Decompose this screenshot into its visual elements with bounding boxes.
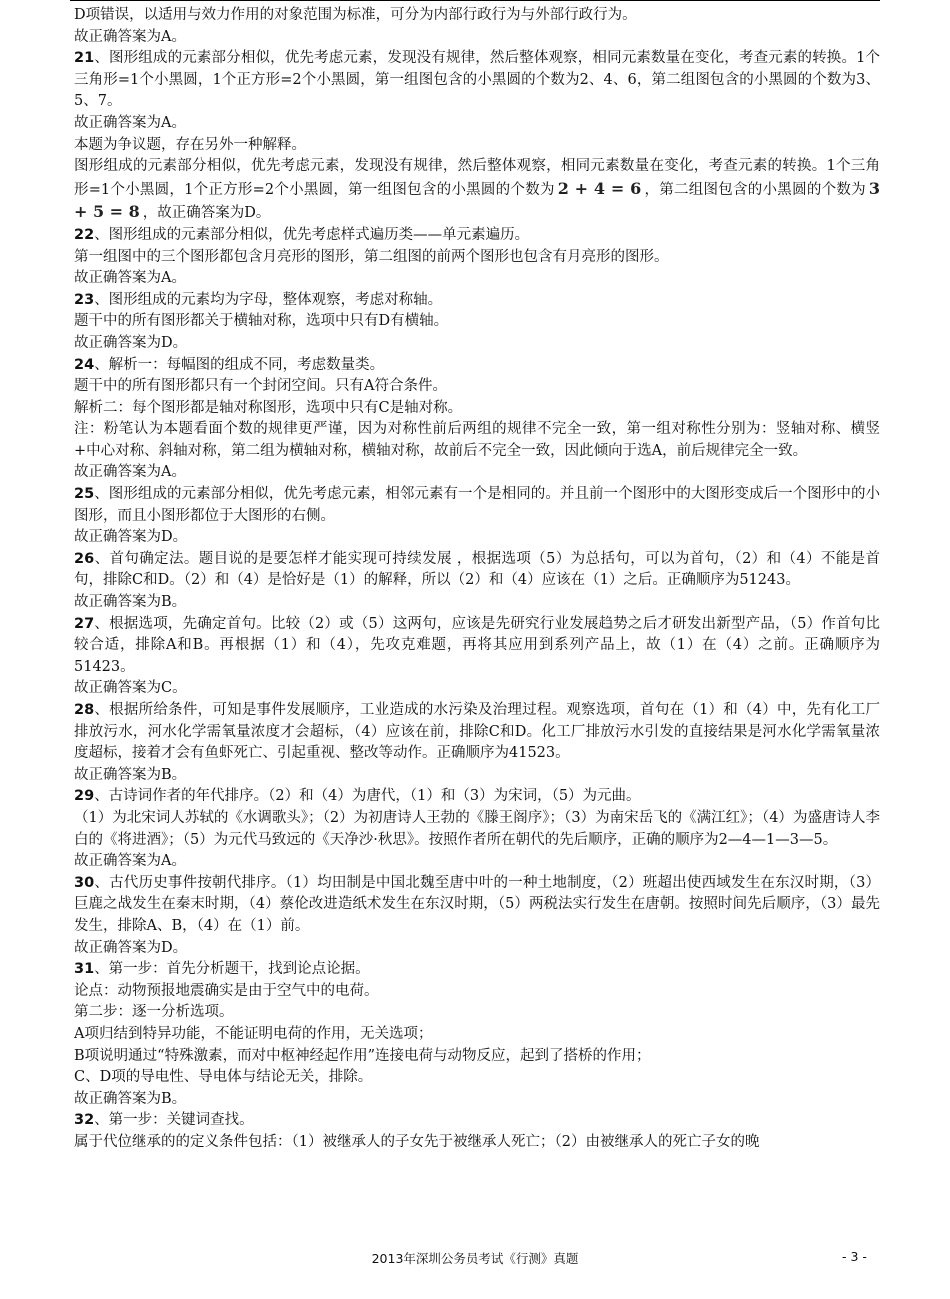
question-paragraph (74, 549, 880, 592)
paragraph-text: 图形组成的元素部分相似，优先考虑元素，发现没有规律，然后整体观察，相同元素数量在变化，考查元素的转换。1个三角形=1个小黑圆，1个正方形=2个小黑圆，第一组图包含的小黑圆的个数为 (74, 158, 880, 198)
math-expression: 3 + 5 = 8 (74, 178, 880, 222)
question-number: 28 (74, 702, 95, 718)
text-paragraph (74, 592, 880, 614)
text-paragraph (74, 1132, 880, 1154)
paragraph-text: 、古诗词作者的年代排序。（2）和（4）为唐代，（1）和（3）为宋词，（5）为元曲。 (94, 788, 641, 805)
question-number: 24 (74, 356, 95, 373)
text-paragraph (74, 1067, 880, 1089)
paragraph-text: 、根据选项，先确定首句。比较（2）或（5）这两句，应该是先研究行业发展趋势之后才研发出新型产品，（5）作首句比较合适，排除A和B。再根据（1）和（4），先攻克难题，再将其应用到系列产品上，故（1）在（4）之前。正确顺序为51423。 (74, 615, 880, 675)
text-paragraph (74, 1046, 880, 1068)
text-paragraph (74, 27, 880, 49)
text-paragraph (74, 156, 880, 225)
text-paragraph (74, 376, 880, 398)
paragraph-text: 题干中的所有图形都只有一个封闭空间。只有A符合条件。 (74, 378, 447, 395)
paragraph-text: 第二步：逐一分析选项。 (74, 1004, 234, 1021)
paragraph-text: 故正确答案为D。 (74, 334, 188, 351)
text-paragraph (74, 311, 880, 333)
text-paragraph (74, 419, 880, 462)
question-number: 31 (74, 961, 95, 978)
math-expression: 2 + 4 = 6 (557, 178, 642, 198)
question-number: 21 (74, 50, 95, 67)
text-paragraph (74, 268, 880, 290)
paragraph-text: 故正确答案为D。 (74, 939, 188, 956)
question-number: 27 (74, 615, 95, 632)
footer-page-number: - 3 - (842, 1249, 867, 1264)
question-number: 22 (74, 226, 95, 243)
paragraph-text: 本题为争议题，存在另外一种解释。 (74, 136, 306, 153)
paragraph-text: （1）为北宋词人苏轼的《水调歌头》；（2）为初唐诗人王勃的《滕王阁序》；（3）为南宋岳飞的《满江红》；（4）为盛唐诗人李白的《将进酒》；（5）为元代马致远的《天净沙·秋思》。按照作者所在朝代的先后顺序，正确的顺序为2—4—1—3—5。 (74, 809, 880, 848)
paragraph-text: 故正确答案为D。 (74, 529, 188, 546)
question-paragraph (74, 355, 880, 377)
paragraph-text: 题干中的所有图形都关于横轴对称，选项中只有D有横轴。 (74, 313, 449, 330)
text-paragraph (74, 247, 880, 269)
paragraph-text: 解析二：每个图形都是轴对称图形，选项中只有C是轴对称。 (74, 399, 463, 416)
question-paragraph (74, 786, 880, 808)
paragraph-text: 、图形组成的元素部分相似，优先考虑样式遍历类——单元素遍历。 (94, 226, 530, 243)
paragraph-text: 、图形组成的元素均为字母，整体观察，考虑对称轴。 (94, 291, 443, 308)
question-number: 32 (74, 1112, 95, 1129)
question-paragraph (74, 290, 880, 312)
paragraph-text: 故正确答案为A。 (74, 464, 186, 481)
paragraph-text: 、第一步：首先分析题干，找到论点论据。 (94, 961, 370, 978)
question-paragraph (74, 484, 880, 527)
paragraph-text: 、图形组成的元素部分相似，优先考虑元素，发现没有规律，然后整体观察，相同元素数量在变化，考查元素的转换。1个三角形=1个小黑圆，1个正方形=2个小黑圆，第一组图包含的小黑圆的个数为2、4、6，第二组图包含的小黑圆的个数为3、5、7。 (74, 50, 880, 110)
question-paragraph (74, 48, 880, 113)
text-paragraph (74, 135, 880, 157)
paragraph-text: B项说明通过“特殊激素，而对中枢神经起作用”连接电荷与动物反应，起到了搭桥的作用； (74, 1047, 651, 1064)
paragraph-text: 故正确答案为B。 (74, 594, 187, 611)
text-paragraph (74, 398, 880, 420)
text-paragraph (74, 808, 880, 851)
text-paragraph (74, 851, 880, 873)
paragraph-text: C、D项的导电性、导电体与结论无关，排除。 (74, 1069, 373, 1086)
paragraph-text: 故正确答案为C。 (74, 680, 187, 697)
text-paragraph (74, 527, 880, 549)
text-paragraph (74, 765, 880, 787)
question-paragraph (74, 225, 880, 247)
text-paragraph (74, 462, 880, 484)
paragraph-text: D项错误，以适用与效力作用的对象范围为标准，可分为内部行政行为与外部行政行为。 (74, 7, 637, 23)
text-paragraph (74, 1002, 880, 1024)
question-number: 25 (74, 486, 95, 503)
text-paragraph (74, 113, 880, 135)
paragraph-text: 故正确答案为A。 (74, 114, 186, 131)
question-paragraph (74, 959, 880, 981)
text-paragraph (74, 981, 880, 1003)
paragraph-text: 第一组图中的三个图形都包含月亮形的图形，第二组图的前两个图形也包含有月亮形的图形。 (74, 248, 669, 265)
document-body (74, 5, 880, 1153)
paragraph-text: 、第一步：关键词查找。 (94, 1112, 254, 1129)
text-paragraph (74, 678, 880, 700)
question-paragraph (74, 873, 880, 938)
paragraph-text: 故正确答案为B。 (74, 1090, 187, 1107)
question-paragraph (74, 700, 880, 765)
paragraph-text: 论点：动物预报地震确实是由于空气中的电荷。 (74, 982, 379, 999)
text-paragraph (74, 5, 880, 27)
paragraph-text: 故正确答案为A。 (74, 270, 186, 287)
paragraph-text: 、首句确定法。题目说的是要怎样才能实现可持续发展 ，根据选项（5）为总括句，可以为首句，（2）和（4）不能是首句，排除C和D。（2）和（4）是恰好是（1）的解释，所以（2）和（4）应该在（1）之后。正确顺序为51243。 (74, 550, 880, 589)
paragraph-text: 故正确答案为B。 (74, 766, 187, 783)
paragraph-text: 注：粉笔认为本题看面个数的规律更严谨，因为对称性前后两组的规律不完全一致，第一组对称性分别为：竖轴对称、横竖+中心对称、斜轴对称，第二组为横轴对称，横轴对称，故前后不完全一致，因此倾向于选A，前后规律完全一致。 (74, 421, 880, 459)
question-paragraph (74, 1110, 880, 1132)
text-paragraph (74, 1024, 880, 1046)
paragraph-text: 故正确答案为A。 (74, 853, 186, 870)
text-paragraph (74, 938, 880, 960)
text-paragraph (74, 333, 880, 355)
paragraph-text: 、根据所给条件，可知是事件发展顺序，工业造成的水污染及治理过程。观察选项，首句在（1）和（4）中，先有化工厂排放污水，河水化学需氧量浓度才会超标，（4）应该在前，排除C和D。化工厂排放污水引发的直接结果是河水化学需氧量浓度超标，接着才会有鱼虾死亡、引起重视、整改等动作。正确顺序为41523。 (74, 702, 880, 762)
paragraph-text: 故正确答案为A。 (74, 28, 186, 45)
question-number: 26 (74, 550, 95, 567)
question-number: 29 (74, 788, 95, 805)
paragraph-text: A项归结到特异功能，不能证明电荷的作用，无关选项； (74, 1025, 433, 1042)
question-number: 30 (74, 874, 95, 891)
question-number: 23 (74, 291, 95, 308)
paragraph-text: 、图形组成的元素部分相似，优先考虑元素，相邻元素有一个是相同的。并且前一个图形中的大图形变成后一个图形中的小图形，而且小图形都位于大图形的右侧。 (74, 486, 880, 524)
paragraph-text: 、古代历史事件按朝代排序。（1）均田制是中国北魏至唐中叶的一种土地制度，（2）班超出使西域发生在东汉时期，（3）巨鹿之战发生在秦末时期，（4）蔡伦改进造纸术发生在东汉时期，（5）两税法实行发生在唐朝。按照时间先后顺序，（3）最先发生，排除A、B，（4）在（1）前。 (74, 874, 880, 934)
paragraph-text: 属于代位继承的的定义条件包括：（1）被继承人的子女先于被继承人死亡；（2）由被继承人的死亡子女的晚 (74, 1133, 760, 1150)
text-paragraph (74, 1089, 880, 1111)
paragraph-text: ，故正确答案为D。 (142, 205, 271, 222)
paragraph-text: ，第二组图包含的小黑圆的个数为 (644, 181, 866, 198)
question-paragraph (74, 614, 880, 679)
footer-title: 2013年深圳公务员考试《行测》真题 (371, 1251, 579, 1266)
header-rule (70, 0, 880, 1)
paragraph-text: 、解析一：每幅图的组成不同，考虑数量类。 (94, 356, 385, 373)
